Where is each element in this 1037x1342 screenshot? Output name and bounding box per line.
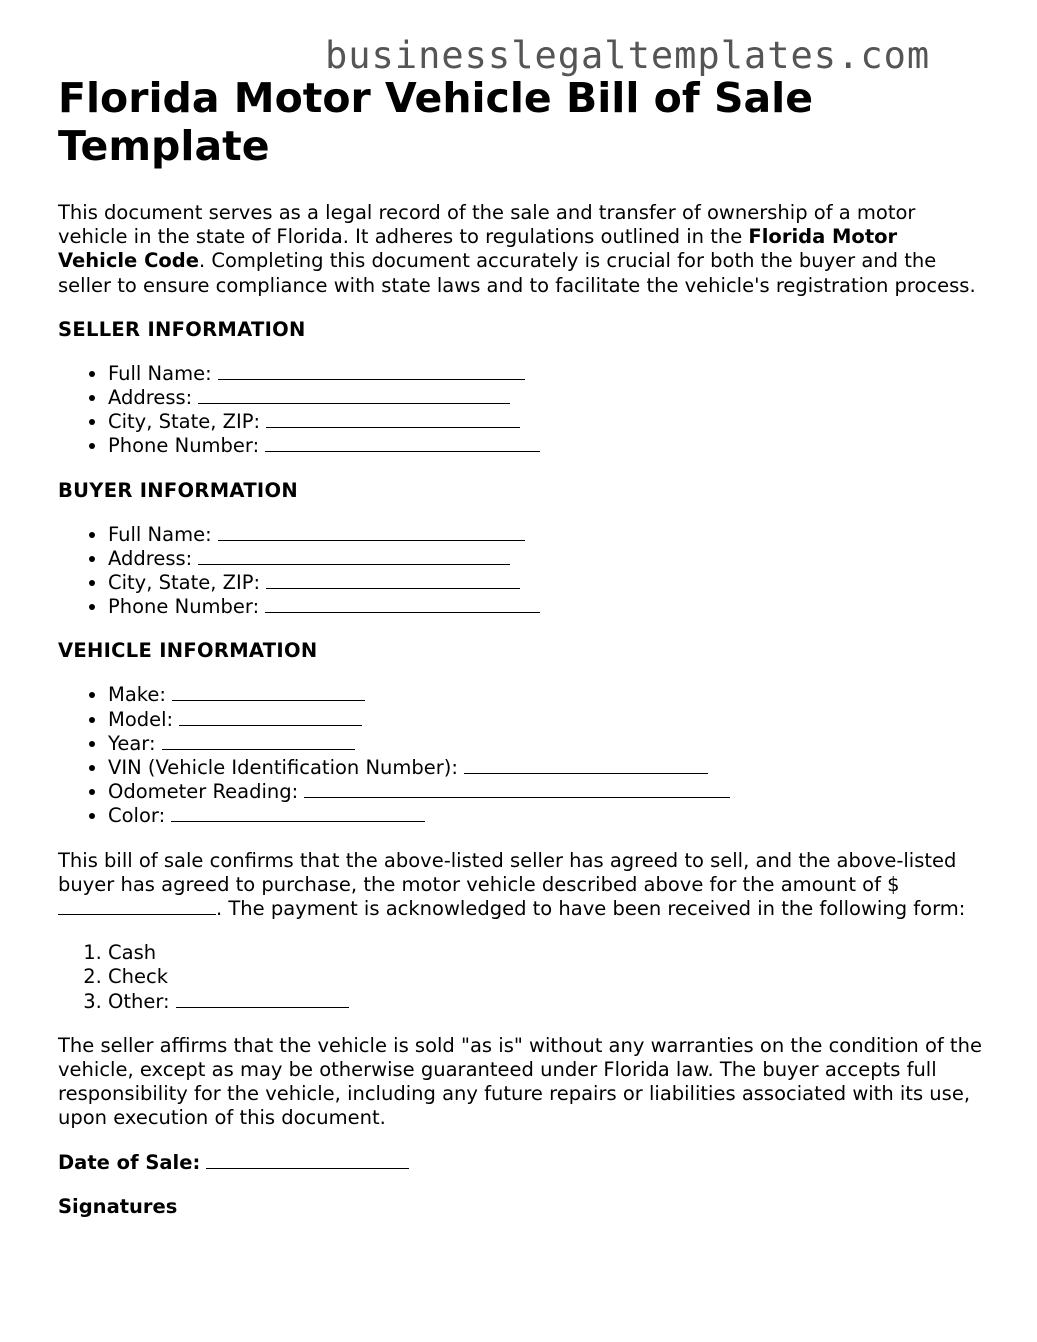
field-label: Year: bbox=[108, 731, 156, 755]
payment-check-item: 2. Check bbox=[108, 965, 983, 989]
buyer-full-name-blank[interactable] bbox=[218, 523, 525, 541]
vehicle-odometer-item bbox=[108, 780, 983, 804]
field-label: City, State, ZIP: bbox=[108, 571, 261, 595]
vehicle-year-item bbox=[108, 732, 983, 756]
seller-address-blank[interactable] bbox=[198, 386, 510, 404]
vehicle-model-item bbox=[108, 708, 983, 732]
vehicle-color-item bbox=[108, 804, 983, 828]
field-label: Phone Number: bbox=[108, 434, 260, 458]
buyer-phone-blank[interactable] bbox=[265, 595, 540, 613]
vehicle-model-blank[interactable] bbox=[179, 708, 362, 726]
vehicle-make-item bbox=[108, 683, 983, 707]
intro-bold-code: Florida Motor Vehicle Code bbox=[58, 225, 898, 273]
payment-other-item bbox=[108, 990, 983, 1014]
seller-phone-blank[interactable] bbox=[265, 434, 540, 452]
vehicle-vin-blank[interactable] bbox=[464, 756, 708, 774]
seller-city-state-zip-item bbox=[108, 410, 983, 434]
confirmation-text-1: This bill of sale confirms that the above-listed seller has agreed to sell, and the above-listed buyer has agreed to purchase, the motor vehicle described above for the amount of $ bbox=[58, 848, 957, 896]
seller-heading: SELLER INFORMATION bbox=[58, 317, 306, 341]
confirmation-text-2: . The payment is acknowledged to have been received in the following form: bbox=[216, 897, 966, 921]
seller-address-item bbox=[108, 386, 983, 410]
intro-paragraph bbox=[58, 201, 983, 298]
vehicle-heading: VEHICLE INFORMATION bbox=[58, 639, 318, 663]
seller-city-state-zip-blank[interactable] bbox=[266, 410, 520, 428]
field-label: Make: bbox=[108, 683, 166, 707]
intro-text-1: This document serves as a legal record of the sale and transfer of ownership of a motor vehicle in the state of Florida. It adheres to regulations outlined in the bbox=[58, 201, 916, 249]
buyer-heading: BUYER INFORMATION bbox=[58, 478, 298, 502]
field-label: Address: bbox=[108, 386, 193, 410]
buyer-address-blank[interactable] bbox=[198, 547, 510, 565]
seller-phone-item bbox=[108, 434, 983, 458]
vehicle-vin-item bbox=[108, 756, 983, 780]
field-label: Phone Number: bbox=[108, 595, 260, 619]
field-label: Full Name: bbox=[108, 361, 212, 385]
signatures-heading: Signatures bbox=[58, 1194, 178, 1218]
vehicle-year-blank[interactable] bbox=[162, 732, 355, 750]
buyer-address-item bbox=[108, 547, 983, 571]
payment-cash-item: 1. Cash bbox=[108, 941, 983, 965]
payment-other-blank[interactable] bbox=[176, 990, 349, 1008]
field-label: Full Name: bbox=[108, 522, 212, 546]
seller-field-list bbox=[58, 362, 983, 459]
field-label: Other: bbox=[108, 989, 170, 1013]
vehicle-make-blank[interactable] bbox=[172, 683, 365, 701]
buyer-city-state-zip-item bbox=[108, 571, 983, 595]
buyer-city-state-zip-blank[interactable] bbox=[266, 571, 520, 589]
watermark: businesslegaltemplates.com bbox=[325, 34, 931, 77]
field-label: Address: bbox=[108, 546, 193, 570]
vehicle-field-list bbox=[58, 683, 983, 828]
field-label: City, State, ZIP: bbox=[108, 410, 261, 434]
buyer-phone-item bbox=[108, 595, 983, 619]
amount-blank[interactable] bbox=[58, 897, 216, 915]
seller-full-name-blank[interactable] bbox=[218, 362, 525, 380]
intro-text-2: . Completing this document accurately is crucial for both the buyer and the seller to ensure compliance with state laws and to facilitate the vehicle's registration process. bbox=[58, 249, 976, 297]
date-of-sale-label: Date of Sale: bbox=[58, 1150, 201, 1174]
document-title: Florida Motor Vehicle Bill of Sale Template bbox=[58, 74, 814, 170]
seller-full-name-item bbox=[108, 362, 983, 386]
as-is-paragraph: The seller affirms that the vehicle is sold "as is" without any warranties on the condition of the vehicle, except as may be otherwise guaranteed under Florida law. The buyer accepts full responsibility for the vehicle, including any future repairs or liabilities associated with its use, upon execution of this document. bbox=[58, 1033, 982, 1130]
field-label: Odometer Reading: bbox=[108, 780, 299, 804]
field-label: VIN (Vehicle Identification Number): bbox=[108, 756, 458, 780]
document-body bbox=[58, 74, 983, 1219]
date-of-sale-line bbox=[58, 1151, 983, 1175]
field-label: Color: bbox=[108, 804, 166, 828]
confirmation-paragraph bbox=[58, 849, 983, 922]
vehicle-odometer-blank[interactable] bbox=[304, 780, 730, 798]
buyer-field-list bbox=[58, 523, 983, 620]
date-of-sale-blank[interactable] bbox=[206, 1151, 409, 1169]
vehicle-color-blank[interactable] bbox=[171, 804, 425, 822]
payment-method-list bbox=[58, 941, 983, 1014]
buyer-full-name-item bbox=[108, 523, 983, 547]
field-label: Model: bbox=[108, 707, 174, 731]
